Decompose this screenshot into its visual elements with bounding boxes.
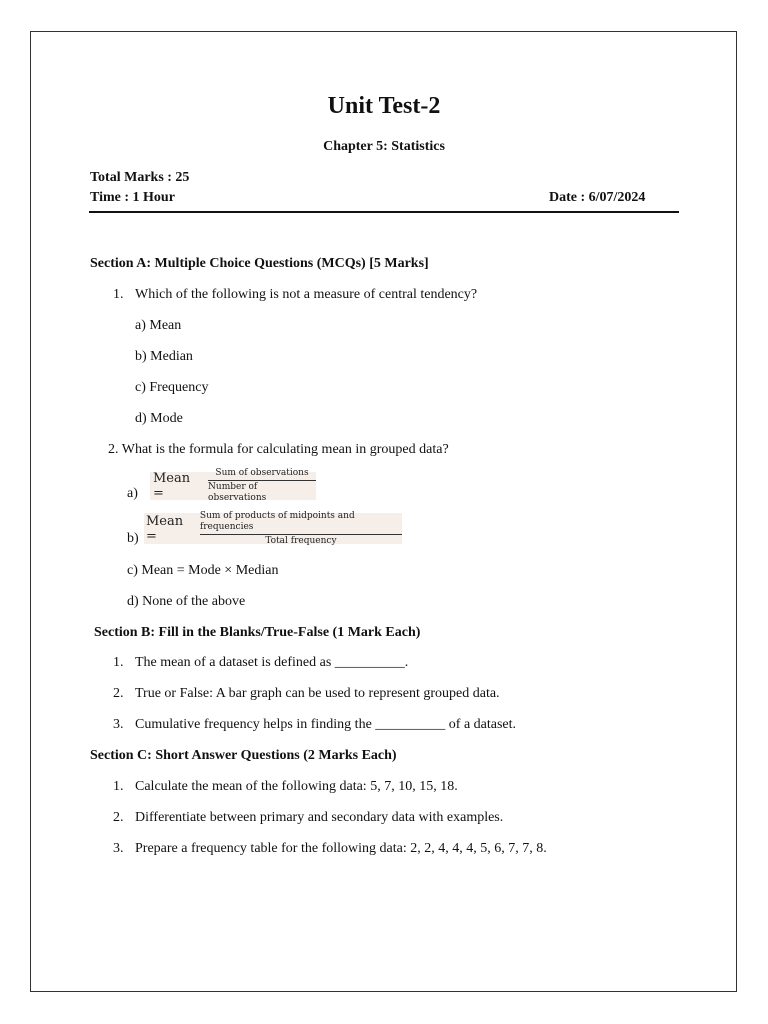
formula-fraction [200,511,402,547]
time-limit: Time : 1 Hour [90,190,175,205]
question-text: Which of the following is not a measure of central tendency? [135,287,478,302]
total-marks: Total Marks : 25 [90,170,190,185]
section-c-heading: Section C: Short Answer Questions (2 Marks Each) [90,748,397,763]
question-a1 [113,287,477,303]
item-number: 1. [113,779,124,794]
list-item [113,779,458,795]
question-a2: 2. What is the formula for calculating mean in grouped data? [108,442,449,457]
fraction-bar [208,480,316,481]
item-number: 2. [113,686,124,701]
item-number: 2. [113,810,124,825]
header-divider [89,211,679,213]
list-item [113,717,516,733]
formula-fraction [208,468,316,504]
option-d: d) Mode [135,411,183,426]
question-number: 1. [113,287,124,302]
chapter-subtitle: Chapter 5: Statistics [323,139,445,154]
option-d: d) None of the above [127,594,246,609]
option-c: c) Mean = Mode × Median [127,563,279,578]
formula-numerator: Sum of observations [215,468,309,478]
option-c: c) Frequency [135,380,209,395]
item-text: The mean of a dataset is defined as __________. [135,655,409,670]
item-text: Differentiate between primary and secondary data with examples. [135,810,504,825]
option-a: a) Mean [135,318,182,333]
formula-lhs: Mean = [153,471,191,501]
formula-denominator: Total frequency [265,535,337,546]
option-b: b) Median [135,349,193,364]
formula-image-b [144,510,402,546]
fraction-bar [200,534,402,535]
test-date: Date : 6/07/2024 [549,190,646,205]
section-a-heading: Section A: Multiple Choice Questions (MCQs) [5 Marks] [90,256,429,271]
item-text: Cumulative frequency helps in finding the __________ of a dataset. [135,717,517,732]
item-number: 1. [113,655,124,670]
option-b-label: b) [127,531,139,546]
page-title: Unit Test-2 [327,93,441,119]
formula-image-a [150,468,316,503]
list-item [113,810,503,826]
item-text: True or False: A bar graph can be used to represent grouped data. [135,686,500,701]
item-number: 3. [113,717,124,732]
item-number: 3. [113,841,124,856]
option-a-label: a) [127,486,138,501]
list-item [113,655,408,671]
list-item [113,841,547,857]
list-item [113,686,500,702]
formula-lhs: Mean = [146,513,184,544]
formula-denominator: Number of observations [208,482,267,503]
formula-numerator: Sum of products of midpoints and frequencies [199,510,355,532]
item-text: Calculate the mean of the following data: 5, 7, 10, 15, 18. [135,779,458,794]
section-b-heading: Section B: Fill in the Blanks/True-False (1 Mark Each) [94,625,421,640]
item-text: Prepare a frequency table for the following data: 2, 2, 4, 4, 4, 5, 6, 7, 7, 8. [135,841,547,856]
